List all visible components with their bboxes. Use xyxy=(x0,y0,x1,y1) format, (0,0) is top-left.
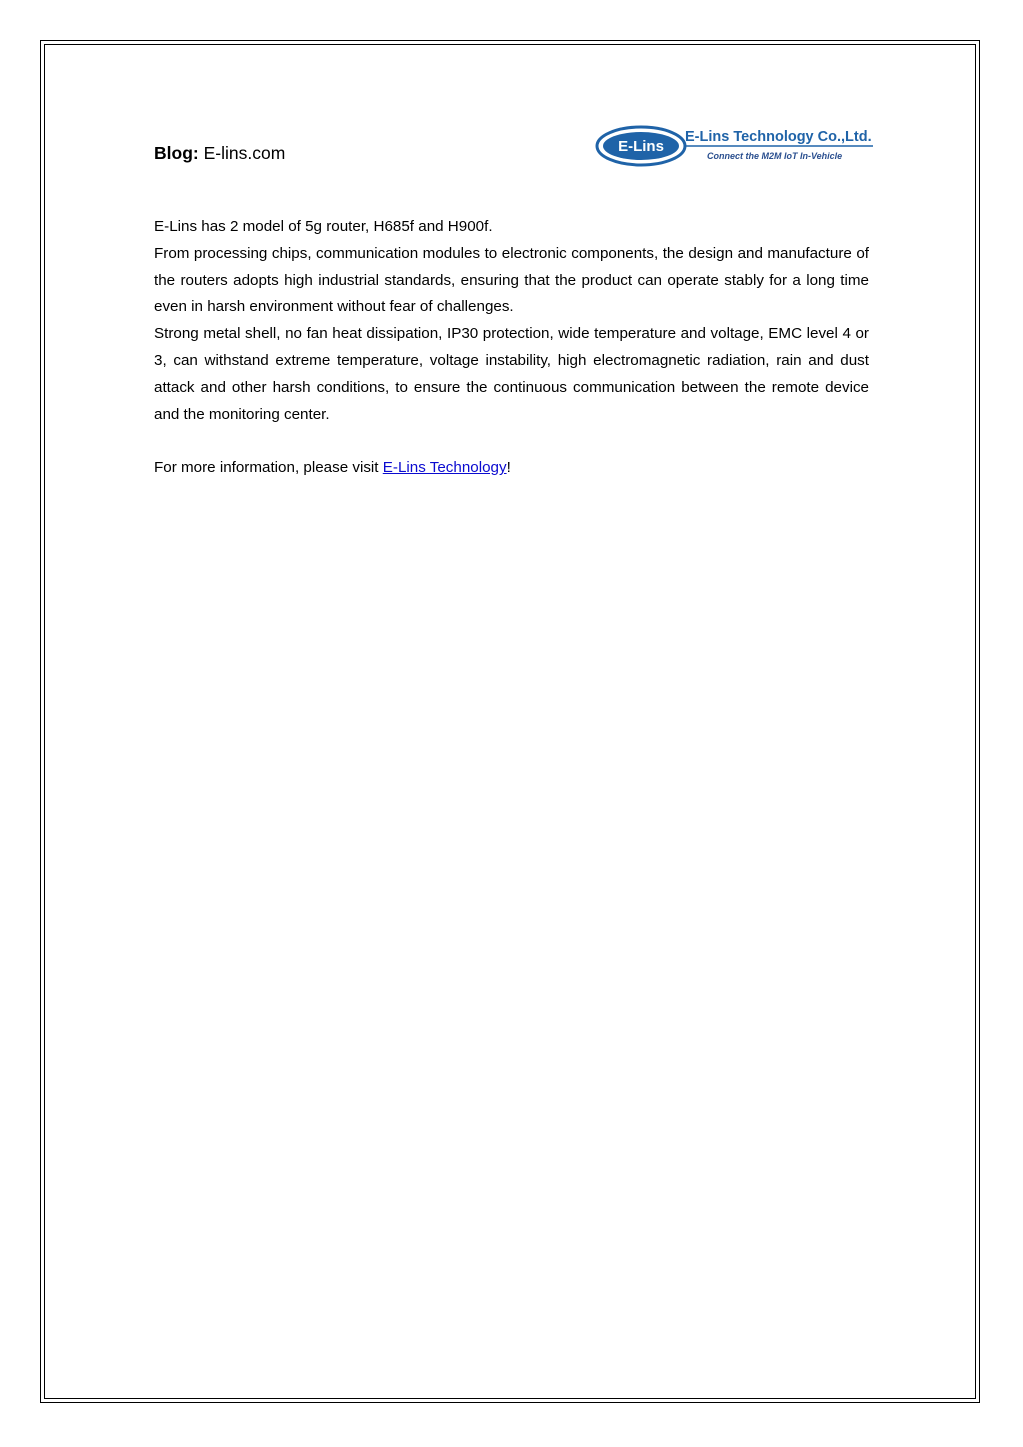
more-info-prefix: For more information, please visit xyxy=(154,459,383,477)
paragraph-models: E-Lins has 2 model of 5g router, H685f and H900f. xyxy=(154,218,493,235)
e-lins-logo xyxy=(595,124,877,168)
logo-badge-text: E-Lins xyxy=(618,138,664,155)
logo-company-name: E-Lins Technology Co.,Ltd. xyxy=(685,129,872,145)
blog-site: E-lins.com xyxy=(203,143,286,163)
article-body xyxy=(154,214,869,482)
paragraph-design: From processing chips, communication modules to electronic components, the design and manufacture of the routers adopts high industrial standards, ensuring that the product can operate stably for a long time even in harsh environment without fear of challenges. xyxy=(154,244,869,316)
blog-label: Blog: xyxy=(154,143,199,163)
more-info-suffix: ! xyxy=(506,459,511,477)
e-lins-technology-link[interactable]: E-Lins Technology xyxy=(382,459,507,477)
blog-header xyxy=(154,141,285,165)
paragraph-more-info xyxy=(154,455,869,482)
paragraph-durability: Strong metal shell, no fan heat dissipation, IP30 protection, wide temperature and voltage, EMC level 4 or 3, can withstand extreme temperature, voltage instability, high electromagnetic radiation, rain and dust attack and other harsh conditions, to ensure the continuous communication between the remote device and the monitoring center. xyxy=(154,325,869,423)
e-lins-logo-icon xyxy=(595,124,877,168)
logo-tagline: Connect the M2M IoT In-Vehicle xyxy=(707,151,843,161)
